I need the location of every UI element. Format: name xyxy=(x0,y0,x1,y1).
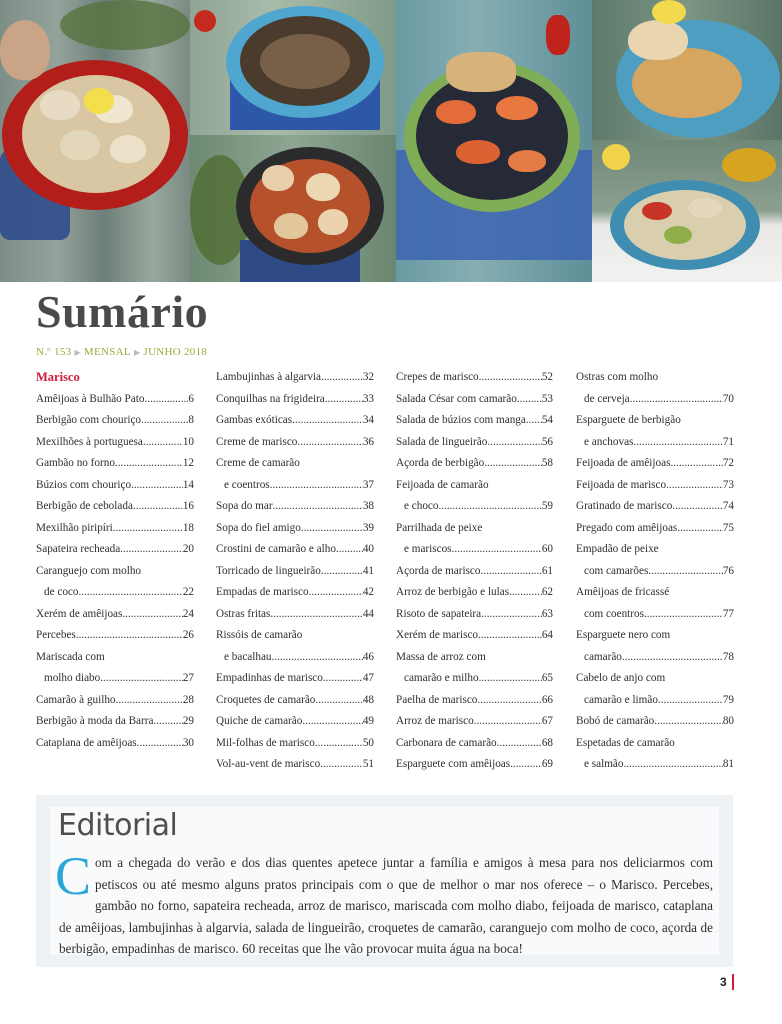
toc-section-heading: Marisco xyxy=(36,370,80,384)
toc-dot-leader xyxy=(100,668,183,690)
toc-entry[interactable] xyxy=(396,754,553,776)
toc-entry[interactable] xyxy=(216,539,374,561)
photo-gratin-plate xyxy=(592,0,782,140)
toc-entry-title: Bobó de camarão xyxy=(576,715,655,727)
toc-column-1 xyxy=(36,367,194,754)
toc-entry-page: 61 xyxy=(541,564,553,577)
toc-entry-page: 54 xyxy=(541,414,553,426)
toc-dot-leader xyxy=(666,475,723,497)
toc-entry[interactable] xyxy=(216,668,374,690)
editorial-dropcap: C xyxy=(55,846,92,906)
toc-dot-leader xyxy=(315,690,362,712)
toc-entry-title-line: Amêijoas de fricassé xyxy=(576,586,670,598)
toc-entry-title: Sopa do mar xyxy=(216,500,273,512)
toc-dot-leader xyxy=(481,561,542,583)
toc-dot-leader xyxy=(336,539,363,561)
toc-entry-page: 81 xyxy=(722,758,734,770)
toc-dot-leader xyxy=(654,711,723,733)
photo-snails-blue-plate xyxy=(190,0,396,135)
toc-entry[interactable] xyxy=(396,410,553,432)
toc-entry-page: 32 xyxy=(362,371,374,383)
toc-entry[interactable] xyxy=(36,733,194,755)
toc-entry-title: Arroz de berbigão e lulas xyxy=(396,586,510,598)
toc-entry-title: Berbigão à moda da Barra xyxy=(36,715,154,727)
toc-entry-page: 75 xyxy=(722,521,734,534)
toc-dot-leader xyxy=(474,711,542,733)
toc-entry-page: 50 xyxy=(362,736,374,749)
toc-entry-page: 40 xyxy=(362,543,374,555)
toc-entry-page: 34 xyxy=(362,414,374,426)
toc-entry[interactable] xyxy=(576,475,734,497)
toc-dot-leader xyxy=(78,582,182,604)
toc-entry-page: 47 xyxy=(362,672,374,684)
toc-entry-title: Conquilhas na frigideira xyxy=(216,392,325,405)
toc-entry-title: com coentros xyxy=(584,607,644,620)
toc-dot-leader xyxy=(292,410,363,432)
toc-dot-leader xyxy=(143,432,183,454)
toc-dot-leader xyxy=(270,604,362,626)
toc-dot-leader xyxy=(116,690,183,712)
toc-dot-leader xyxy=(630,389,723,411)
toc-dot-leader xyxy=(273,496,363,518)
page-title: Sumário xyxy=(36,286,209,337)
toc-entry-page: 26 xyxy=(182,629,194,641)
toc-entry-title: Xerém de amêijoas xyxy=(36,607,123,620)
toc-entry-page: 52 xyxy=(541,371,553,383)
toc-entry-title: Mexilhões à portuguesa xyxy=(36,435,143,448)
issue-frequency: MENSAL xyxy=(83,346,131,358)
toc-entry[interactable] xyxy=(396,453,553,475)
toc-entry[interactable] xyxy=(216,604,374,626)
photo-shells-pan xyxy=(190,135,396,282)
toc-entry-title: Gambas exóticas xyxy=(216,414,293,426)
toc-entry-title: Crepes de marisco xyxy=(396,371,479,383)
toc-dot-leader xyxy=(309,582,363,604)
toc-entry-title: Paelha de marisco xyxy=(396,693,478,706)
toc-dot-leader xyxy=(302,711,362,733)
toc-entry-page: 42 xyxy=(362,586,374,598)
photo-mussels-bowl xyxy=(396,0,592,282)
toc-entry-title: Mil-folhas de marisco xyxy=(216,736,315,749)
toc-entry-title-line: Rissóis de camarão xyxy=(216,629,303,641)
toc-dot-leader xyxy=(479,668,542,690)
toc-entry-title-line: Parrilhada de peixe xyxy=(396,521,483,534)
toc-entry-title-line: Esparguete de berbigão xyxy=(576,414,681,426)
toc-entry-page: 66 xyxy=(541,693,553,706)
toc-dot-leader xyxy=(670,453,722,475)
toc-entry-page: 60 xyxy=(541,543,553,555)
toc-entry[interactable] xyxy=(576,690,734,712)
toc-entry-title: de cerveja xyxy=(584,392,630,405)
toc-entry[interactable] xyxy=(396,367,553,389)
toc-dot-leader xyxy=(622,647,723,669)
toc-entry[interactable] xyxy=(396,668,553,690)
toc-entry-page: 72 xyxy=(722,457,734,469)
toc-dot-leader xyxy=(321,367,363,389)
toc-entry-title-line: Caranguejo com molho xyxy=(36,564,142,577)
toc-dot-leader xyxy=(325,389,363,411)
toc-entry[interactable] xyxy=(396,582,553,604)
toc-entry-title: Risoto de sapateira xyxy=(396,607,482,620)
toc-entry-title: e bacalhau xyxy=(224,650,272,663)
toc-entry-title: Lambujinhas à algarvia xyxy=(216,371,321,383)
toc-entry-page: 10 xyxy=(182,435,194,448)
toc-dot-leader xyxy=(648,561,723,583)
toc-dot-leader xyxy=(137,733,183,755)
toc-dot-leader xyxy=(297,432,362,454)
issue-date: JUNHO 2018 xyxy=(143,346,208,358)
toc-entry[interactable] xyxy=(36,389,194,411)
toc-entry[interactable] xyxy=(396,690,553,712)
photo-salad-bowl xyxy=(592,140,782,282)
toc-entry-page: 18 xyxy=(182,521,194,534)
toc-entry[interactable] xyxy=(216,754,374,776)
toc-dot-leader xyxy=(510,754,542,776)
toc-entry-title: camarão e milho xyxy=(404,672,479,684)
triangle-separator-icon: ▶ xyxy=(133,348,141,357)
page-number-bar xyxy=(732,974,734,990)
toc-entry[interactable] xyxy=(36,410,194,432)
toc-entry-page: 22 xyxy=(182,586,194,598)
toc-entry-page: 71 xyxy=(722,435,734,448)
toc-entry-title: Empadas de marisco xyxy=(216,586,309,598)
toc-entry-title: Gambão no forno xyxy=(36,457,115,469)
toc-entry[interactable] xyxy=(576,432,734,454)
toc-entry-title-line: Creme de camarão xyxy=(216,457,300,469)
toc-entry[interactable] xyxy=(36,475,194,497)
toc-entry-title-line: Espetadas de camarão xyxy=(576,736,675,749)
toc-entry-title: com camarões xyxy=(584,564,649,577)
toc-entry-page: 49 xyxy=(362,715,374,727)
toc-entry[interactable] xyxy=(216,582,374,604)
toc-entry-page: 37 xyxy=(362,478,374,491)
toc-dot-leader xyxy=(509,582,542,604)
toc-entry[interactable] xyxy=(36,432,194,454)
toc-entry-title: molho diabo xyxy=(44,672,101,684)
toc-entry[interactable] xyxy=(396,604,553,626)
toc-dot-leader xyxy=(677,518,723,540)
toc-entry-page: 8 xyxy=(188,414,194,426)
toc-entry[interactable] xyxy=(216,647,374,669)
toc-entry-page: 63 xyxy=(541,607,553,620)
toc-entry[interactable] xyxy=(396,561,553,583)
toc-entry-page: 80 xyxy=(722,715,734,727)
toc-entry-title: Torricado de lingueirão xyxy=(216,564,321,577)
triangle-separator-icon: ▶ xyxy=(74,348,81,357)
toc-entry[interactable] xyxy=(576,754,734,776)
toc-entry-title: Pregado com amêijoas xyxy=(576,521,678,534)
toc-entry[interactable] xyxy=(36,496,194,518)
toc-entry-title: Feijoada de amêijoas xyxy=(576,457,671,469)
issue-meta xyxy=(36,346,207,358)
toc-column-4 xyxy=(576,367,734,776)
issue-number: N.º 153 xyxy=(36,346,72,358)
toc-entry-title: Amêijoas à Bulhão Pato xyxy=(36,392,145,405)
toc-entry-title: Carbonara de camarão xyxy=(396,736,497,749)
toc-column-3 xyxy=(396,367,553,776)
toc-entry-title: e choco xyxy=(404,500,439,512)
toc-entry-page: 65 xyxy=(541,672,553,684)
toc-entry-page: 62 xyxy=(541,586,553,598)
toc-entry[interactable] xyxy=(396,625,553,647)
toc-entry[interactable] xyxy=(36,453,194,475)
toc-entry[interactable] xyxy=(396,711,553,733)
toc-entry-title: Empadinhas de marisco xyxy=(216,672,323,684)
toc-entry-title: Feijoada de marisco xyxy=(576,478,667,491)
toc-entry-title: Ostras fritas xyxy=(216,607,271,620)
toc-dot-leader xyxy=(633,432,722,454)
toc-entry-title: Salada de búzios com manga xyxy=(396,414,526,426)
toc-entry-page: 59 xyxy=(541,500,553,512)
toc-dot-leader xyxy=(481,604,542,626)
toc-dot-leader xyxy=(517,389,542,411)
toc-entry-page: 76 xyxy=(722,564,734,577)
toc-entry[interactable] xyxy=(36,604,194,626)
toc-entry[interactable] xyxy=(36,518,194,540)
toc-entry-page: 16 xyxy=(182,500,194,512)
toc-entry[interactable] xyxy=(36,582,194,604)
toc-entry-title: e salmão xyxy=(584,758,624,770)
toc-dot-leader xyxy=(477,690,541,712)
toc-entry-title: Mexilhão piripíri xyxy=(36,521,113,534)
toc-entry[interactable] xyxy=(36,668,194,690)
toc-entry[interactable] xyxy=(216,367,374,389)
toc-entry-page: 27 xyxy=(182,672,194,684)
toc-entry-title: e mariscos xyxy=(404,543,452,555)
toc-dot-leader xyxy=(115,453,183,475)
toc-entry-title-line: Empadão de peixe xyxy=(576,543,659,555)
toc-dot-leader xyxy=(144,389,188,411)
toc-entry-title: Arroz de marisco xyxy=(396,715,474,727)
toc-entry-page: 56 xyxy=(541,435,553,448)
toc-entry-page: 20 xyxy=(182,543,194,555)
toc-entry-title: e anchovas xyxy=(584,435,634,448)
toc-entry[interactable] xyxy=(396,539,553,561)
toc-dot-leader xyxy=(122,604,182,626)
toc-dot-leader xyxy=(487,432,541,454)
toc-entry[interactable] xyxy=(36,690,194,712)
toc-entry-title: Xerém de marisco xyxy=(396,629,479,641)
toc-entry-title-line: Esparguete nero com xyxy=(576,629,671,641)
toc-entry-page: 36 xyxy=(362,435,374,448)
toc-entry[interactable] xyxy=(396,733,553,755)
toc-dot-leader xyxy=(315,733,363,755)
toc-entry[interactable] xyxy=(216,410,374,432)
header-photo-collage xyxy=(0,0,782,282)
toc-dot-leader xyxy=(452,539,542,561)
toc-entry-page: 12 xyxy=(182,457,194,469)
toc-dot-leader xyxy=(320,754,363,776)
toc-dot-leader xyxy=(76,625,183,647)
toc-entry-title: Salada César com camarão xyxy=(396,392,517,405)
toc-entry-title: Quiche de camarão xyxy=(216,715,303,727)
toc-entry-page: 29 xyxy=(182,715,194,727)
toc-dot-leader xyxy=(438,496,541,518)
toc-dot-leader xyxy=(133,496,183,518)
toc-entry-title: Berbigão com chouriço xyxy=(36,414,142,426)
toc-dot-leader xyxy=(478,625,542,647)
toc-entry-title-line: Cabelo de anjo com xyxy=(576,672,666,684)
toc-dot-leader xyxy=(484,453,542,475)
toc-entry[interactable] xyxy=(216,518,374,540)
toc-entry-page: 73 xyxy=(722,478,734,491)
toc-entry[interactable] xyxy=(36,625,194,647)
toc-entry[interactable] xyxy=(216,475,374,497)
toc-entry-title: Sapateira recheada xyxy=(36,543,121,555)
editorial-text: om a chegada do verão e dos dias quentes apetece juntar a família e amigos à mesa para nos deliciarmos com petiscos ou até mesmo alguns pratos principais com o que de melhor o mar nos oferece – o Marisco. Percebes, gambão no forno, sapateira recheada, arroz de marisco, mariscada com molho diabo, feijoada de marisco, cataplana de amêijoas, lambujinhas à algarvia, salada de lingueirão, croquetes de camarão, caranguejo com molho de coco, açorda de berbigão, empadinhas de marisco. 60 receitas que lhe vão provocar muita água na boca! xyxy=(59,855,713,957)
toc-entry-title: Búzios com chouriço xyxy=(36,478,132,491)
toc-entry-page: 24 xyxy=(182,607,194,620)
toc-entry[interactable] xyxy=(396,432,553,454)
toc-entry-page: 68 xyxy=(541,736,553,749)
toc-entry[interactable] xyxy=(216,690,374,712)
toc-entry-title: Percebes xyxy=(36,629,76,641)
toc-entry[interactable] xyxy=(576,389,734,411)
toc-entry-page: 44 xyxy=(362,607,374,620)
toc-entry[interactable] xyxy=(576,518,734,540)
toc-dot-leader xyxy=(270,475,363,497)
toc-entry-page: 39 xyxy=(362,521,374,534)
toc-entry-title: Açorda de berbigão xyxy=(396,457,485,469)
toc-entry-title-line: Feijoada de camarão xyxy=(396,478,489,491)
toc-entry[interactable] xyxy=(576,711,734,733)
toc-dot-leader xyxy=(479,367,542,389)
toc-entry-page: 74 xyxy=(722,500,734,512)
toc-entry-page: 30 xyxy=(182,736,194,749)
toc-entry[interactable] xyxy=(216,432,374,454)
toc-entry[interactable] xyxy=(36,711,194,733)
toc-entry[interactable] xyxy=(216,733,374,755)
toc-entry[interactable] xyxy=(576,647,734,669)
toc-entry-page: 46 xyxy=(362,650,374,663)
toc-entry[interactable] xyxy=(576,561,734,583)
toc-entry-page: 38 xyxy=(362,500,374,512)
toc-entry-page: 6 xyxy=(188,392,194,405)
toc-dot-leader xyxy=(658,690,723,712)
toc-dot-leader xyxy=(301,518,363,540)
toc-dot-leader xyxy=(644,604,723,626)
toc-entry-title: Berbigão de cebolada xyxy=(36,500,133,512)
toc-entry-title: e coentros xyxy=(224,478,270,491)
toc-entry[interactable] xyxy=(396,496,553,518)
toc-entry[interactable] xyxy=(216,389,374,411)
toc-entry-page: 64 xyxy=(541,629,553,641)
toc-entry-title: Crostini de camarão e alho xyxy=(216,543,336,555)
toc-entry-page: 79 xyxy=(722,693,734,706)
toc-dot-leader xyxy=(120,539,183,561)
toc-entry-title: Vol-au-vent de marisco xyxy=(216,758,321,770)
toc-entry-page: 28 xyxy=(182,693,194,706)
toc-entry-page: 33 xyxy=(362,392,374,405)
toc-entry-title: Sopa do fiel amigo xyxy=(216,521,301,534)
toc-entry-title-line: Mariscada com xyxy=(36,650,105,663)
toc-entry-title: Gratinado de marisco xyxy=(576,500,673,512)
toc-entry-page: 77 xyxy=(722,607,734,620)
editorial-title: Editorial xyxy=(58,808,178,843)
toc-entry-title: Salada de lingueirão xyxy=(396,435,488,448)
toc-entry-page: 14 xyxy=(182,478,194,491)
toc-entry-title: Creme de marisco xyxy=(216,435,298,448)
toc-entry-title: Croquetes de camarão xyxy=(216,693,316,706)
toc-dot-leader xyxy=(131,475,183,497)
toc-entry[interactable] xyxy=(396,389,553,411)
toc-entry-page: 67 xyxy=(541,715,553,727)
toc-entry-page: 41 xyxy=(362,564,374,577)
toc-entry[interactable] xyxy=(576,496,734,518)
toc-entry-title: Camarão à guilho xyxy=(36,693,116,706)
toc-entry-page: 58 xyxy=(541,457,553,469)
toc-entry-title-line: Massa de arroz com xyxy=(396,650,486,663)
toc-dot-leader xyxy=(526,410,542,432)
toc-entry-page: 69 xyxy=(541,758,553,770)
toc-entry[interactable] xyxy=(216,711,374,733)
toc-entry-page: 48 xyxy=(362,693,374,706)
toc-entry[interactable] xyxy=(576,453,734,475)
toc-entry-page: 78 xyxy=(722,650,734,663)
toc-entry[interactable] xyxy=(576,604,734,626)
toc-entry-title: Açorda de marisco xyxy=(396,564,481,577)
toc-entry-title: de coco xyxy=(44,586,79,598)
toc-entry-page: 51 xyxy=(362,758,374,770)
toc-dot-leader xyxy=(272,647,363,669)
toc-entry[interactable] xyxy=(216,561,374,583)
toc-dot-leader xyxy=(672,496,723,518)
editorial-body xyxy=(55,846,713,960)
toc-dot-leader xyxy=(321,561,363,583)
toc-dot-leader xyxy=(323,668,363,690)
toc-entry-title: Cataplana de amêijoas xyxy=(36,736,137,749)
toc-entry-title: camarão e limão xyxy=(584,693,658,706)
toc-entry[interactable] xyxy=(36,539,194,561)
toc-dot-leader xyxy=(623,754,722,776)
toc-entry[interactable] xyxy=(216,496,374,518)
toc-dot-leader xyxy=(497,733,542,755)
toc-column-2 xyxy=(216,367,374,776)
photo-clams-red-plate xyxy=(0,0,190,282)
toc-entry-page: 70 xyxy=(722,392,734,405)
page-number: 3 xyxy=(720,975,727,989)
toc-dot-leader xyxy=(153,711,182,733)
toc-entry-page: 53 xyxy=(541,392,553,405)
toc-entry-title: camarão xyxy=(584,650,622,663)
toc-entry-title-line: Ostras com molho xyxy=(576,371,659,383)
toc-dot-leader xyxy=(141,410,188,432)
toc-entry-title: Esparguete com amêijoas xyxy=(396,758,511,770)
toc-dot-leader xyxy=(113,518,183,540)
